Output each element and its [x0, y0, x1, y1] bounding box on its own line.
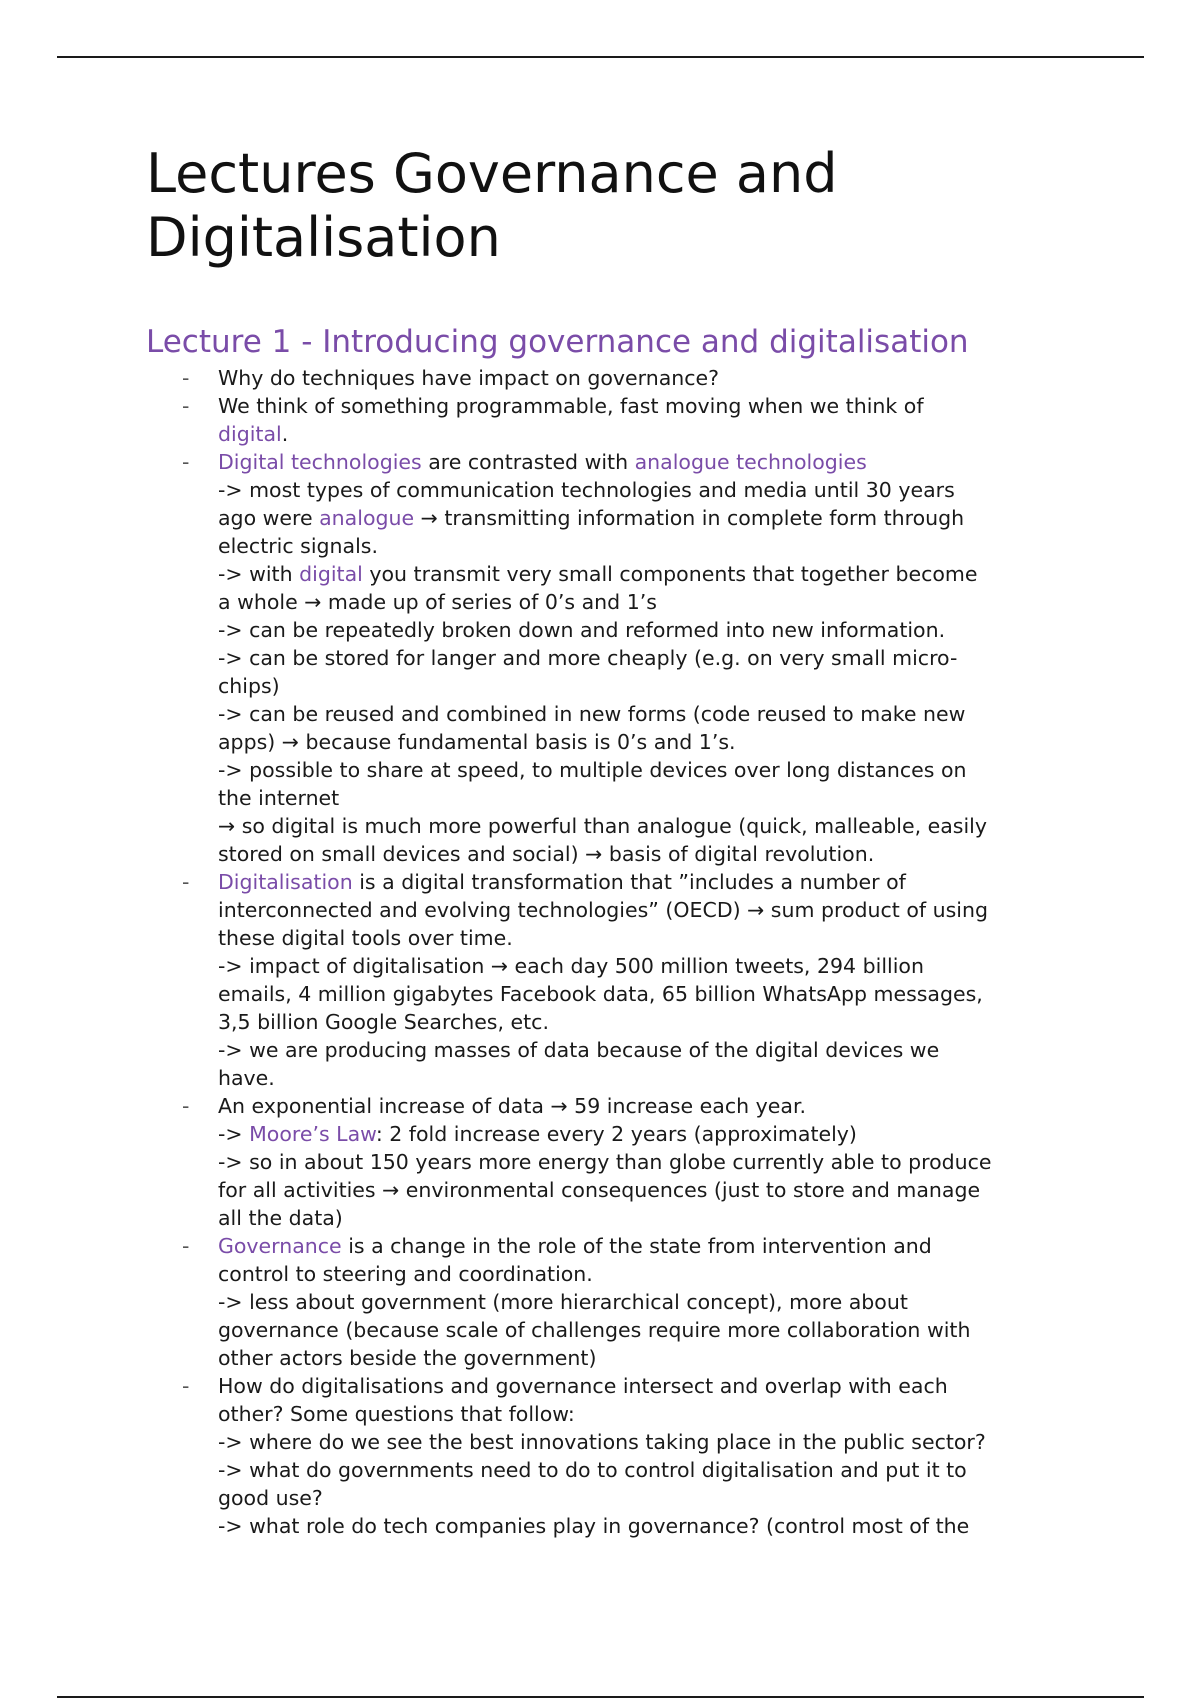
bullet-line: [218, 448, 1066, 476]
bullet-line: [218, 392, 1066, 420]
text-run: the internet: [218, 786, 340, 810]
highlighted-term: Digitalisation: [218, 870, 353, 894]
text-run: -> most types of communication technologies and media until 30 years: [218, 478, 955, 502]
text-run: -> can be stored for langer and more cheaply (e.g. on very small micro-: [218, 646, 958, 670]
text-run: are contrasted with: [421, 450, 635, 474]
text-run: stored on small devices and social) → basis of digital revolution.: [218, 842, 875, 866]
text-run: 3,5 billion Google Searches, etc.: [218, 1010, 549, 1034]
bullet-line: [218, 560, 1066, 588]
text-run: other? Some questions that follow:: [218, 1402, 575, 1426]
bullet-line: [218, 1232, 1066, 1260]
bullet-line: [218, 1344, 1066, 1372]
bullet-item: [146, 364, 1066, 392]
bullet-line: [218, 952, 1066, 980]
bullet-item: [146, 448, 1066, 868]
bullet-line: [218, 700, 1066, 728]
bullet-dash: -: [182, 870, 190, 894]
bullet-line: [218, 1176, 1066, 1204]
bullet-item: [146, 868, 1066, 1092]
text-run: .: [281, 422, 289, 446]
bullet-dash: -: [182, 1234, 190, 1258]
bullet-line: [218, 588, 1066, 616]
bullet-line: [218, 1400, 1066, 1428]
text-run: electric signals.: [218, 534, 378, 558]
bottom-rule: [57, 1696, 1144, 1698]
highlighted-term: digital: [299, 562, 363, 586]
bullet-line: [218, 672, 1066, 700]
text-run: governance (because scale of challenges require more collaboration with: [218, 1318, 971, 1342]
document-page: [146, 142, 1066, 1540]
bullet-line: [218, 1064, 1066, 1092]
text-run: for all activities → environmental consequences (just to store and manage: [218, 1178, 981, 1202]
text-run: -> where do we see the best innovations taking place in the public sector?: [218, 1430, 986, 1454]
highlighted-term: analogue: [319, 506, 415, 530]
bullet-line: [218, 1316, 1066, 1344]
bullet-line: [218, 1008, 1066, 1036]
text-run: An exponential increase of data → 59 increase each year.: [218, 1094, 807, 1118]
text-run: ago were: [218, 506, 320, 530]
highlighted-term: analogue technologies: [634, 450, 867, 474]
bullet-line: [218, 1204, 1066, 1232]
text-run: → so digital is much more powerful than analogue (quick, malleable, easily: [218, 814, 987, 838]
text-run: control to steering and coordination.: [218, 1262, 593, 1286]
bullet-line: [218, 616, 1066, 644]
bullet-line: [218, 644, 1066, 672]
highlighted-term: Moore’s Law: [249, 1122, 376, 1146]
bullet-line: [218, 364, 1066, 392]
bullet-line: [218, 1120, 1066, 1148]
text-run: -> less about government (more hierarchical concept), more about: [218, 1290, 908, 1314]
text-run: -> can be reused and combined in new forms (code reused to make new: [218, 702, 966, 726]
highlighted-term: Governance: [218, 1234, 342, 1258]
text-run: all the data): [218, 1206, 343, 1230]
text-run: these digital tools over time.: [218, 926, 513, 950]
text-run: -> what role do tech companies play in governance? (control most of the: [218, 1514, 970, 1538]
text-run: you transmit very small components that together become: [362, 562, 978, 586]
bullet-line: [218, 1512, 1066, 1540]
text-run: : 2 fold increase every 2 years (approximately): [375, 1122, 857, 1146]
bullet-dash: -: [182, 1094, 190, 1118]
text-run: We think of something programmable, fast moving when we think of: [218, 394, 924, 418]
bullet-line: [218, 420, 1066, 448]
text-run: is a digital transformation that ”includes a number of: [352, 870, 906, 894]
text-run: emails, 4 million gigabytes Facebook data, 65 billion WhatsApp messages,: [218, 982, 983, 1006]
lecture-1-bullet-list: [146, 364, 1066, 1540]
text-run: other actors beside the government): [218, 1346, 597, 1370]
bullet-line: [218, 1288, 1066, 1316]
text-run: How do digitalisations and governance intersect and overlap with each: [218, 1374, 948, 1398]
bullet-line: [218, 896, 1066, 924]
text-run: -> we are producing masses of data because of the digital devices we: [218, 1038, 940, 1062]
bullet-line: [218, 756, 1066, 784]
bullet-line: [218, 1260, 1066, 1288]
text-run: have.: [218, 1066, 275, 1090]
text-run: -> impact of digitalisation → each day 500 million tweets, 294 billion: [218, 954, 924, 978]
bullet-item: [146, 392, 1066, 448]
text-run: interconnected and evolving technologies” (OECD) → sum product of using: [218, 898, 988, 922]
bullet-item: [146, 1092, 1066, 1232]
text-run: ->: [218, 1122, 250, 1146]
bullet-line: [218, 924, 1066, 952]
highlighted-term: Digital technologies: [218, 450, 422, 474]
bullet-line: [218, 840, 1066, 868]
text-run: -> with: [218, 562, 300, 586]
bullet-dash: -: [182, 450, 190, 474]
bullet-dash: -: [182, 394, 190, 418]
top-rule: [57, 56, 1144, 58]
bullet-line: [218, 532, 1066, 560]
bullet-line: [218, 812, 1066, 840]
bullet-line: [218, 728, 1066, 756]
bullet-line: [218, 1484, 1066, 1512]
text-run: → transmitting information in complete form through: [414, 506, 965, 530]
document-title-line-2: Digitalisation: [146, 206, 501, 269]
text-run: Why do techniques have impact on governance?: [218, 366, 720, 390]
bullet-line: [218, 476, 1066, 504]
bullet-line: [218, 784, 1066, 812]
bullet-line: [218, 1092, 1066, 1120]
bullet-line: [218, 1148, 1066, 1176]
text-run: -> possible to share at speed, to multiple devices over long distances on: [218, 758, 967, 782]
bullet-dash: -: [182, 366, 190, 390]
bullet-dash: -: [182, 1374, 190, 1398]
bullet-item: [146, 1232, 1066, 1372]
bullet-line: [218, 504, 1066, 532]
lecture-1-heading: Lecture 1 - Introducing governance and digitalisation: [146, 324, 969, 360]
text-run: -> what do governments need to do to control digitalisation and put it to: [218, 1458, 967, 1482]
text-run: apps) → because fundamental basis is 0’s and 1’s.: [218, 730, 736, 754]
document-title-line-1: Lectures Governance and: [146, 142, 838, 205]
text-run: chips): [218, 674, 280, 698]
document-title: [146, 142, 1066, 270]
bullet-line: [218, 1456, 1066, 1484]
text-run: -> can be repeatedly broken down and reformed into new information.: [218, 618, 946, 642]
bullet-item: [146, 1372, 1066, 1540]
highlighted-term: digital: [218, 422, 282, 446]
bullet-line: [218, 980, 1066, 1008]
bullet-line: [218, 1372, 1066, 1400]
bullet-line: [218, 1428, 1066, 1456]
text-run: good use?: [218, 1486, 323, 1510]
text-run: a whole → made up of series of 0’s and 1’s: [218, 590, 657, 614]
bullet-line: [218, 1036, 1066, 1064]
text-run: -> so in about 150 years more energy than globe currently able to produce: [218, 1150, 992, 1174]
bullet-line: [218, 868, 1066, 896]
text-run: is a change in the role of the state from intervention and: [341, 1234, 932, 1258]
